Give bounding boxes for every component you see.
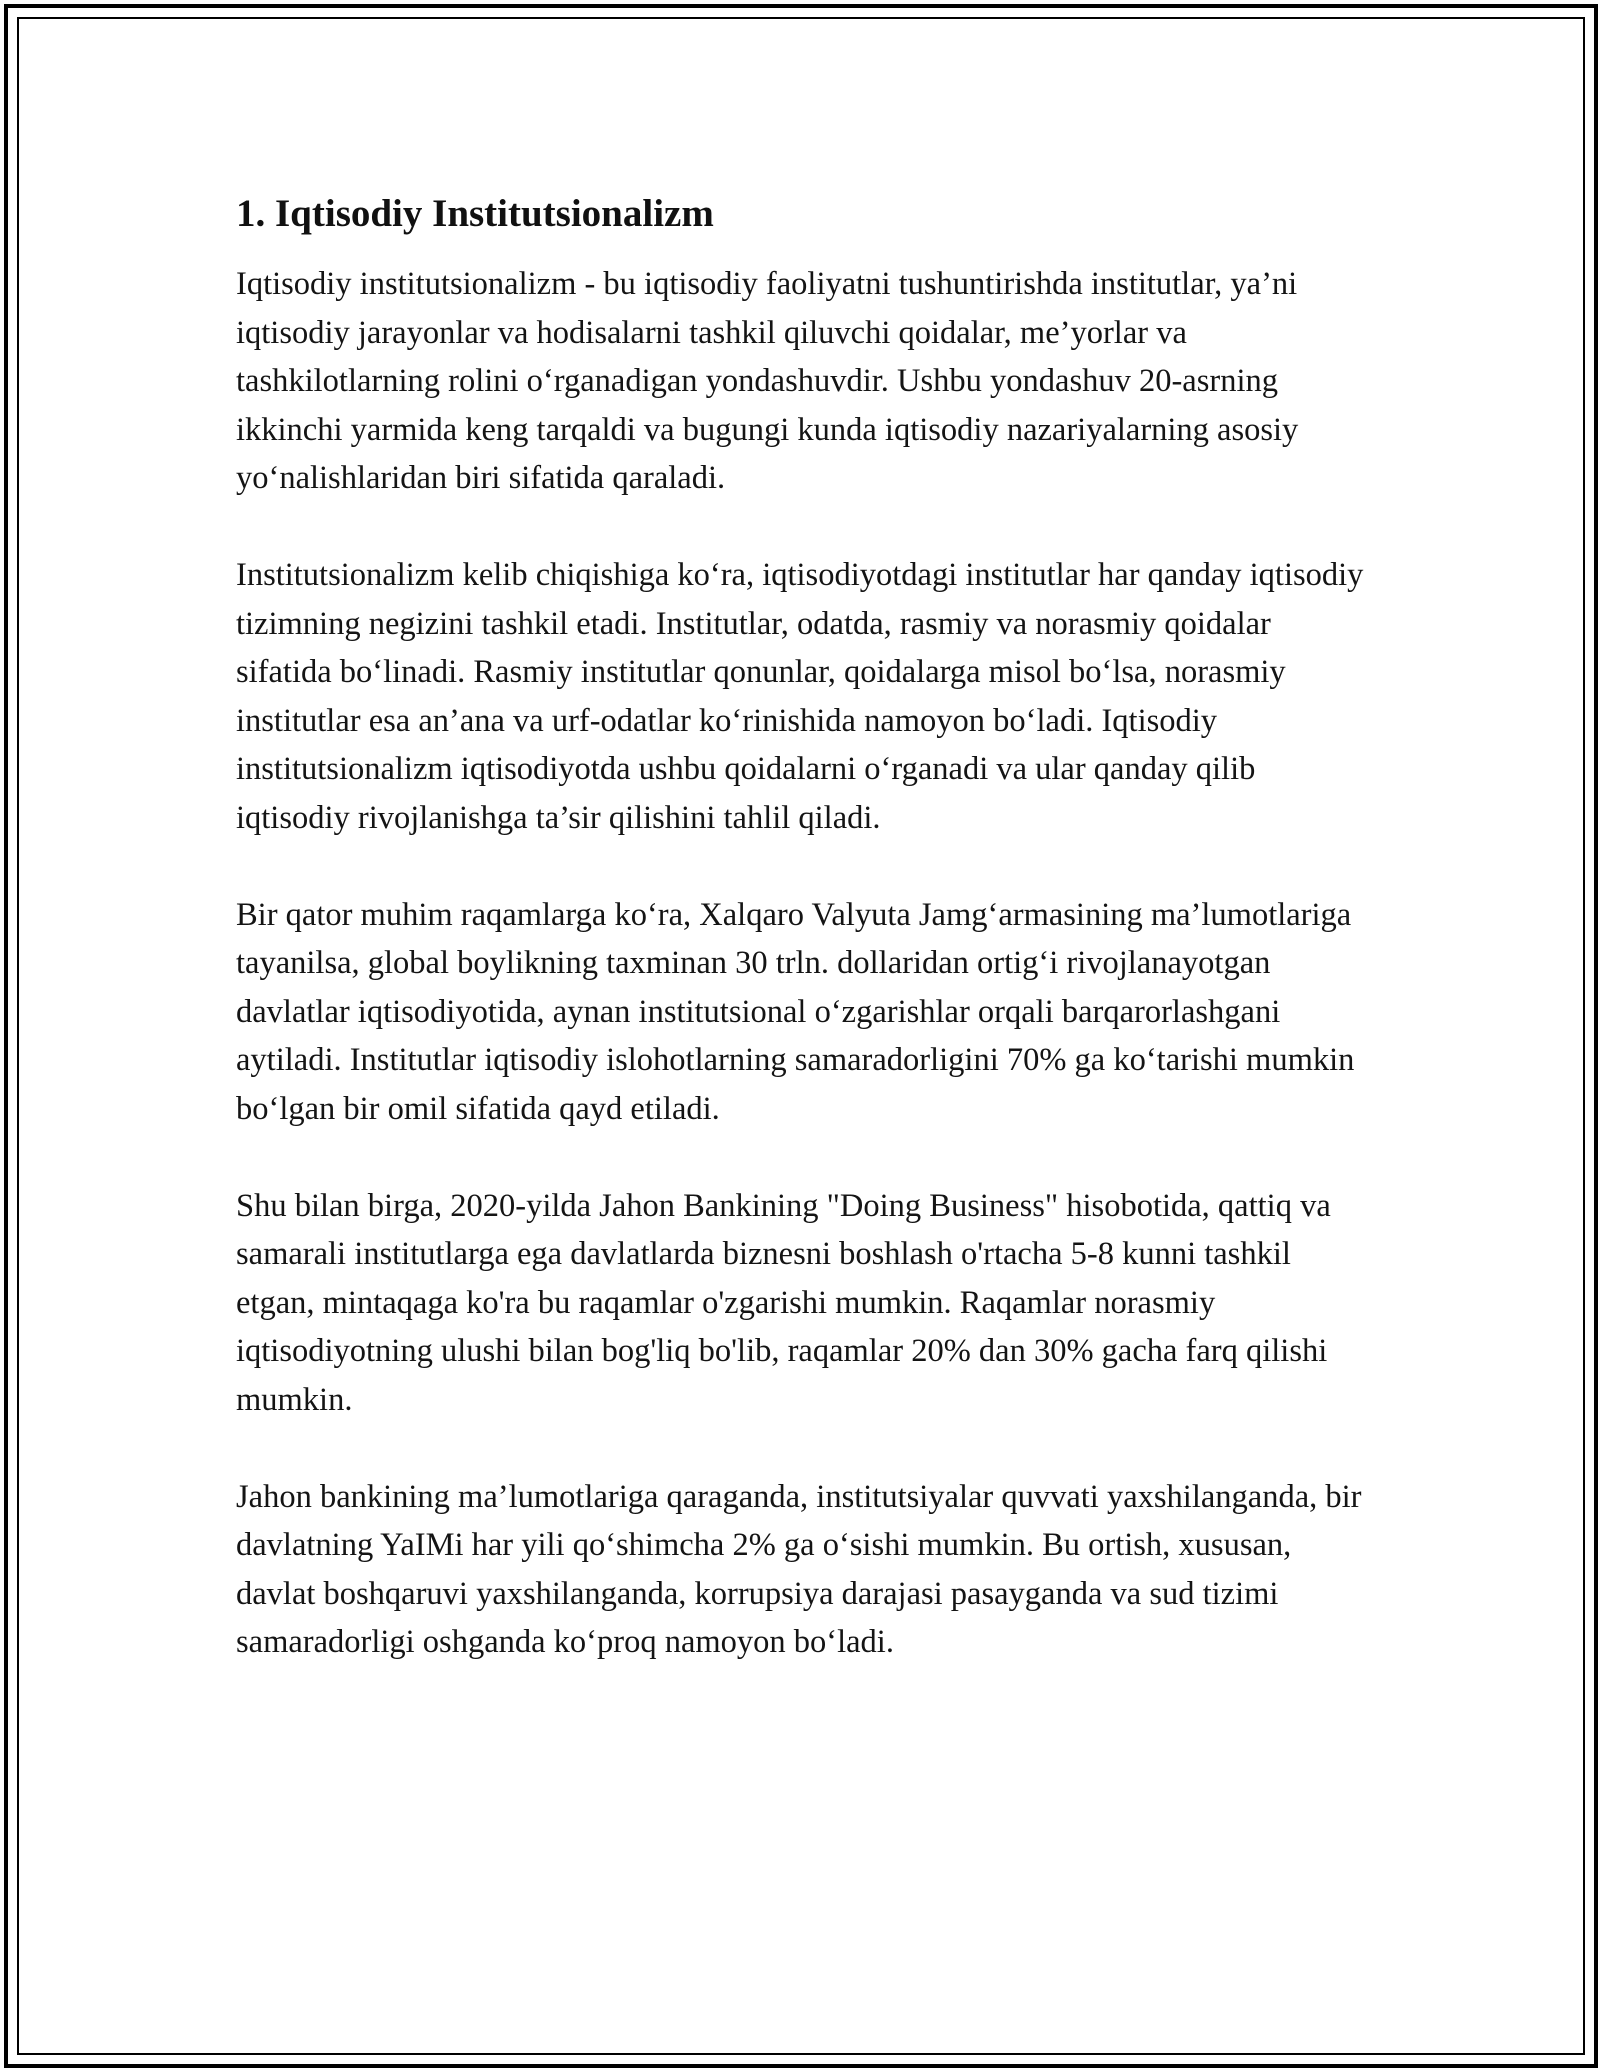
- section-heading: 1. Iqtisodiy Institutsionalizm: [236, 192, 714, 235]
- paragraph-4: Shu bilan birga, 2020-yilda Jahon Bankining "Doing Business" hisobotida, qattiq va samarali institutlarga ega davlatlarda biznesni boshlash o'rtacha 5-8 kunni tashkil etgan, mintaqaga ko'ra bu raqamlar o'zgarishi mumkin. Raqamlar norasmiy iqtisodiyotning ulushi bilan bog'liq bo'lib, raqamlar 20% dan 30% gacha farq qilishi mumkin.: [236, 1187, 1331, 1418]
- paragraph-3: Bir qator muhim raqamlarga ko‘ra, Xalqaro Valyuta Jamg‘armasining ma’lumotlariga tayanilsa, global boylikning taxminan 30 trln. dollaridan ortig‘i rivojlanayotgan davlatlar iqtisodiyotida, aynan institutsional o‘zgarishlar orqali barqarorlashgani aytiladi. Institutlar iqtisodiy islohotlarning samaradorligini 70% ga ko‘tarishi mumkin bo‘lgan bir omil sifatida qayd etiladi.: [236, 896, 1355, 1127]
- paragraph-5: Jahon bankining ma’lumotlariga qaraganda, institutsiyalar quvvati yaxshilanganda, bir davlatning YaIMi har yili qo‘shimcha 2% ga o‘sishi mumkin. Bu ortish, xususan, davlat boshqaruvi yaxshilanganda, korrupsiya darajasi pasayganda va sud tizimi samaradorligi oshganda ko‘proq namoyon bo‘ladi.: [236, 1478, 1362, 1660]
- document-body: [236, 190, 1366, 1715]
- paragraph-1: Iqtisodiy institutsionalizm - bu iqtisodiy faoliyatni tushuntirishda institutlar, ya’ni iqtisodiy jarayonlar va hodisalarni tashkil qiluvchi qoidalar, me’yorlar va tashkilotlarning rolini o‘rganadigan yondashuvdir. Ushbu yondashuv 20-asrning ikkinchi yarmida keng tarqaldi va bugungi kunda iqtisodiy nazariyalarning asosiy yo‘nalishlaridan biri sifatida qaraladi.: [236, 266, 1299, 496]
- paragraph-2: Institutsionalizm kelib chiqishiga ko‘ra, iqtisodiyotdagi institutlar har qanday iqtisodiy tizimning negizini tashkil etadi. Institutlar, odatda, rasmiy va norasmiy qoidalar sifatida bo‘linadi. Rasmiy institutlar qonunlar, qoidalarga misol bo‘lsa, norasmiy institutlar esa an’ana va urf-odatlar ko‘rinishida namoyon bo‘ladi. Iqtisodiy institutsionalizm iqtisodiyotda ushbu qoidalarni o‘rganadi va ular qanday qilib iqtisodiy rivojlanishga ta’sir qilishini tahlil qiladi.: [236, 557, 1364, 836]
